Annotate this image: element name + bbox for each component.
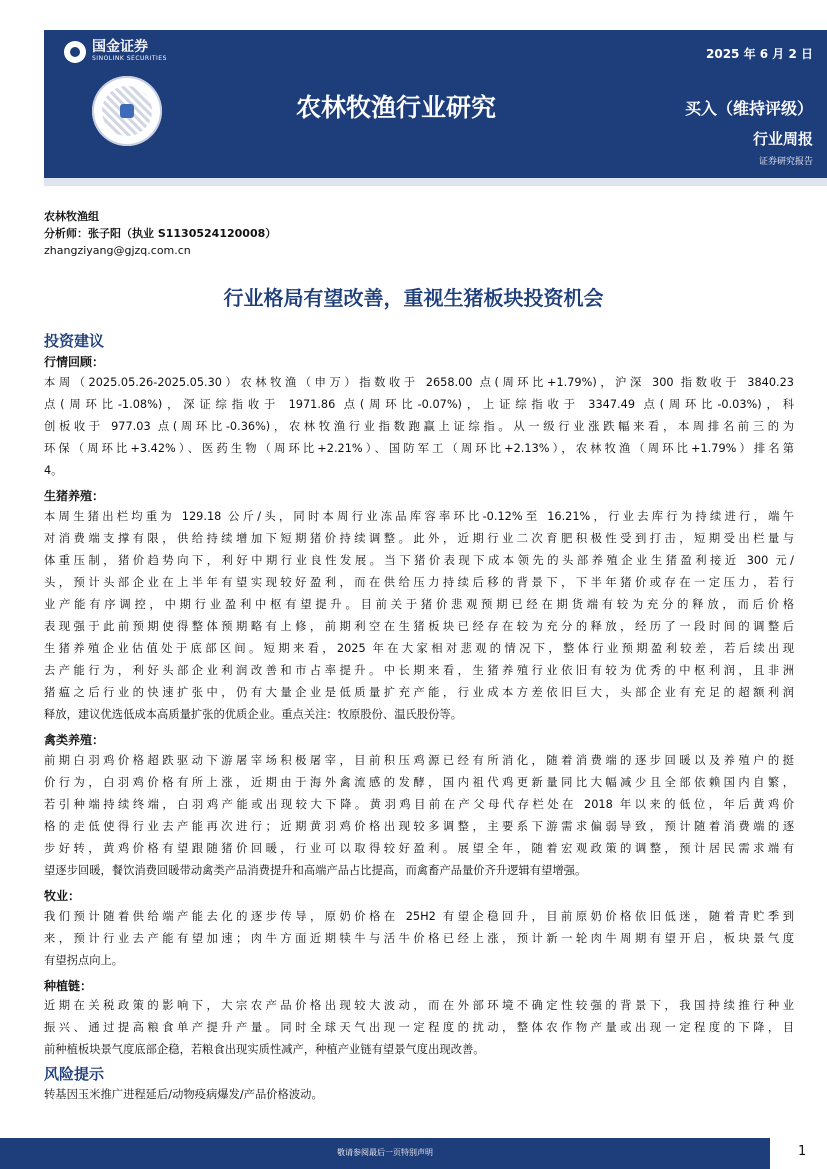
- qr-code: [92, 76, 162, 146]
- report-date: 2025 年 6 月 2 日: [706, 47, 813, 61]
- paragraph-market: [44, 372, 794, 482]
- paragraph-livestock: [44, 906, 794, 972]
- logo-mark-icon: [64, 41, 86, 63]
- text-line: 创板收于 977.03 点(周环比-0.36%)，农林牧渔行业指数跑赢上证综指。从一级行业涨跌幅来看，本周排名前三的为: [44, 420, 794, 433]
- text-line: 生猪养殖企业估值处于底部区间。短期来看，2025 年在大家相对悲观的情况下，整体行业预期盈利较差，若后续出现: [44, 642, 794, 655]
- industry-title: 农林牧渔行业研究: [296, 93, 497, 122]
- text-line: 释放，建议优选低成本高质量扩张的优质企业。重点关注：牧原股份、温氏股份等。: [44, 708, 462, 721]
- text-line: 近期在关税政策的影响下，大宗农产品价格出现较大波动，而在外部环境不确定性较强的背景下，我国持续推行种业: [44, 999, 794, 1012]
- logo-en-text: SINOLINK SECURITIES: [92, 55, 167, 62]
- report-title: 行业格局有望改善，重视生猪板块投资机会: [223, 286, 604, 310]
- text-line: 本周生猪出栏均重为 129.18 公斤/头，同时本周行业冻品库容率环比-0.12%至 16.21%，行业去库行为持续进行，端午: [44, 510, 794, 523]
- investment-rating: 买入（维持评级）: [684, 99, 813, 118]
- subheading-livestock: 牧业：: [44, 889, 81, 903]
- page-footer: [0, 1138, 827, 1169]
- text-line: 点(周环比-1.08%)，深证综指收于 1971.86 点(周环比-0.07%)，上证综指收于 3347.49 点(周环比-0.03%)，科: [44, 398, 794, 411]
- text-line: 4。: [44, 464, 63, 477]
- paragraph-planting: [44, 995, 794, 1061]
- header-underline-band: [44, 178, 827, 186]
- text-line: 猪瘟之后行业的快速扩张中，仍有大量企业是低质量扩充产能，行业成本方差依旧巨大，头部企业有充足的超额利润: [44, 686, 794, 699]
- report-type: 行业周报: [752, 130, 813, 148]
- logo-cn-text: 国金证券: [92, 39, 148, 55]
- subheading-market: 行情回顾：: [44, 355, 105, 369]
- section-heading-risk: 风险提示: [44, 1065, 105, 1083]
- text-line: 望逐步回暖，餐饮消费回暖带动禽类产品消费提升和高端产品占比提高，而禽畜产品量价齐升逻辑有望增强。: [44, 864, 587, 877]
- text-line: 前种植板块景气度底部企稳，若粮食出现实质性减产，种植产业链有望景气度出现改善。: [44, 1043, 485, 1056]
- subheading-planting: 种植链：: [44, 979, 93, 993]
- text-line: 头，预计头部企业在上半年有望实现较好盈利，而在供给压力持续后移的背景下，下半年猪价或存在一定压力，若行: [44, 576, 794, 589]
- analyst-name: 分析师：张子阳（执业 S1130524120008）: [44, 227, 277, 240]
- text-line: 体重压制，猪价趋势向下，利好中期行业良性发展。当下猪价表现下成本领先的头部养殖企业生猪盈利接近 300 元/: [44, 554, 794, 567]
- analyst-info: [44, 208, 276, 259]
- text-line: 来，预计行业去产能有望加速；肉牛方面近期犊牛与活牛价格已经上涨，预计新一轮肉牛周期有望开启，板块景气度: [44, 932, 794, 945]
- text-line: 对消费端支撑有限，供给持续增加下短期猪价持续调整。此外，近期行业二次育肥积极性受到打击，短期受出栏量与: [44, 532, 794, 545]
- text-line: 价行为，白羽鸡价格有所上涨，近期由于海外禽流感的发酵，国内祖代鸡更新量同比大幅减少且全部依赖国内自繁，: [44, 776, 794, 789]
- subheading-poultry: 禽类养殖：: [44, 733, 105, 747]
- analyst-email[interactable]: zhangziyang@gjzq.com.cn: [44, 244, 191, 257]
- qr-code-icon: [102, 86, 152, 136]
- text-line: 我们预计随着供给端产能去化的逐步传导，原奶价格在 25H2 有望企稳回升，目前原奶价格依旧低迷，随着青贮季到: [44, 910, 794, 923]
- paragraph-risk: [44, 1084, 794, 1106]
- text-line: 前期白羽鸡价格超跌驱动下游屠宰场积极屠宰，目前积压鸡源已经有所消化，随着消费端的逐步回暖以及养殖户的挺: [44, 754, 794, 767]
- text-line: 转基因玉米推广进程延后/动物疫病爆发/产品价格波动。: [44, 1088, 323, 1101]
- text-line: 表现强于此前预期使得整体预期略有上修，前期利空在生猪板块已经存在较为充分的释放，经历了一段时间的调整后: [44, 620, 794, 633]
- text-line: 业产能有序调控，中期行业盈利中枢有望提升。目前关于猪价悲观预期已经在期货端有较为充分的释放，而后价格: [44, 598, 794, 611]
- subheading-hog: 生猪养殖：: [44, 489, 105, 503]
- brand-logo: [64, 40, 167, 63]
- text-line: 环保（周环比+3.42%）、医药生物（周环比+2.21%）、国防军工（周环比+2.13%），农林牧渔（周环比+1.79%）排名第: [44, 442, 794, 455]
- footer-disclaimer: 敬请参阅最后一页特别声明: [337, 1148, 433, 1157]
- text-line: 振兴、通过提高粮食单产提升产量。同时全球天气出现一定程度的扰动，整体农作物产量或出现一定程度的下降，目: [44, 1021, 794, 1034]
- text-line: 本周（2025.05.26-2025.05.30）农林牧渔（申万）指数收于 2658.00 点(周环比+1.79%)，沪深 300 指数收于 3840.23: [44, 376, 794, 389]
- report-subtype: 证券研究报告: [758, 157, 813, 167]
- text-line: 有望拐点向上。: [44, 954, 124, 967]
- paragraph-poultry: [44, 750, 794, 882]
- text-line: 格的走低使得行业去产能再次进行；近期黄羽鸡价格出现较多调整，主要系下游需求偏弱导致，预计随着消费端的逐: [44, 820, 794, 833]
- page-number: 1: [798, 1144, 807, 1159]
- section-heading-invest: 投资建议: [44, 332, 105, 350]
- text-line: 步好转，黄鸡价格有望跟随猪价回暖，行业可以取得较好盈利。展望全年，随着宏观政策的调整，预计居民需求端有: [44, 842, 794, 855]
- team-name: 农林牧渔组: [44, 210, 99, 223]
- paragraph-hog: [44, 506, 794, 726]
- text-line: 若引种端持续终端，白羽鸡产能或出现较大下降。黄羽鸡目前在产父母代存栏处在 2018 年以来的低位，年后黄鸡价: [44, 798, 794, 811]
- text-line: 去产能行为，利好头部企业利润改善和市占率提升。中长期来看，生猪养殖行业依旧有较为优秀的中枢利润，且非洲: [44, 664, 794, 677]
